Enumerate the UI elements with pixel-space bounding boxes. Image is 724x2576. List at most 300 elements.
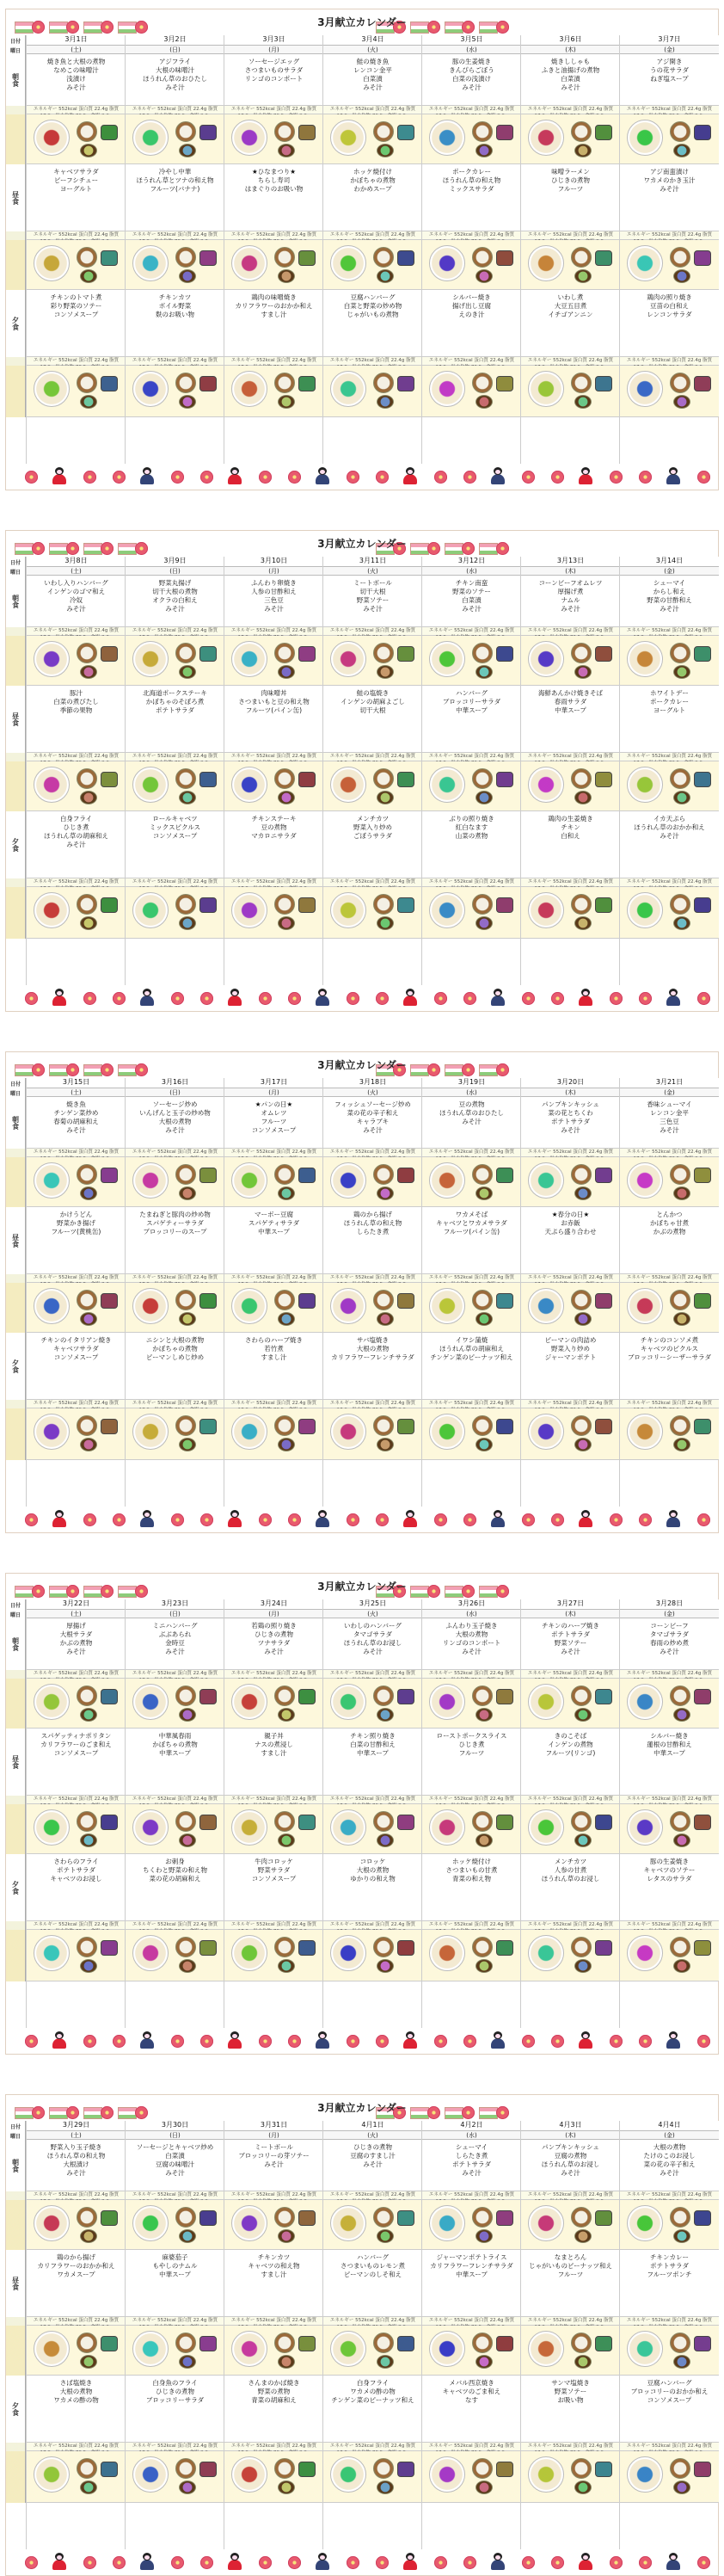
nutrition-info: エネルギー 552kcal 蛋白質 22.4g 脂質 (126, 1921, 224, 1930)
day-of-week: (金) (620, 2131, 719, 2140)
dish-plate-icon (132, 245, 169, 281)
calendar-footer (6, 2028, 718, 2054)
day-column (619, 1078, 718, 1507)
side-dish-icon (397, 250, 414, 266)
nutrition-info: エネルギー 552kcal 蛋白質 22.4g 脂質 (27, 1670, 126, 1679)
side-dish-icon (199, 2462, 217, 2477)
side-dish-icon (298, 772, 316, 787)
meal-photo (323, 761, 422, 811)
day-date: 3月13日 (521, 557, 620, 567)
meal-label-date: 日付 (6, 2121, 26, 2131)
soup-bowl-icon (278, 269, 295, 283)
dinner-menu: チキンのトマト煮 彩り野菜のソテー コンソメスープ (27, 290, 126, 357)
meal-label-l: 昼食 (6, 686, 26, 753)
dish-plate-icon (429, 120, 465, 156)
plum-blossom-icon (522, 992, 535, 1005)
meal-photo (620, 1930, 719, 1981)
side-dish-icon (298, 250, 316, 266)
soup-bowl-icon (80, 1708, 97, 1722)
meal-label-p3 (6, 887, 26, 939)
soup-bowl-icon (278, 144, 295, 157)
nutrition-info: エネルギー 552kcal 蛋白質 22.4g 脂質 (521, 753, 620, 761)
dish-plate-icon (132, 892, 169, 928)
side-dish-icon (694, 1419, 711, 1434)
side-dish-icon (694, 1940, 711, 1956)
hina-doll-icon (316, 989, 329, 1006)
nutrition-info: エネルギー 552kcal 蛋白質 22.4g 脂質 (620, 753, 719, 761)
dish-plate-icon (330, 245, 366, 281)
plum-blossom-icon (463, 992, 476, 1005)
side-dish-icon (595, 897, 612, 913)
soup-bowl-icon (673, 395, 690, 409)
dish-plate-icon (528, 1414, 564, 1450)
meal-photo (224, 2200, 323, 2250)
side-dish-icon (595, 646, 612, 662)
dish-plate-icon (231, 371, 267, 407)
dish-plate-icon (627, 1414, 663, 1450)
hina-doll-icon (52, 2553, 66, 2570)
dinner-menu: メンチカツ 野菜入り炒め ごぼうサラダ (323, 811, 422, 878)
meal-photo (323, 114, 422, 164)
lunch-menu: ★春分の日★ お赤飯 天ぷら盛り合わせ (521, 1207, 620, 1274)
meal-photo (620, 2451, 719, 2503)
nutrition-info: エネルギー 552kcal 蛋白質 22.4g 脂質 (224, 627, 323, 636)
rice-bowl-icon (77, 1164, 97, 1185)
meal-label-column (6, 1078, 26, 1507)
dish-plate-icon (528, 1684, 564, 1720)
plum-blossom-icon (639, 471, 652, 484)
breakfast-menu: ふんわり卵焼き 人参の甘酢和え 三色豆 みそ汁 (224, 576, 323, 627)
plum-blossom-icon (697, 471, 710, 484)
hina-doll-icon (316, 2031, 329, 2049)
soup-bowl-icon (278, 1708, 295, 1722)
dish-plate-icon (429, 892, 465, 928)
nutrition-info: エネルギー 552kcal 蛋白質 22.4g 脂質 (521, 1274, 620, 1283)
meal-photo (27, 1804, 126, 1854)
meal-label-date: 日付 (6, 1078, 26, 1088)
breakfast-menu: パンプキンキッシュ 豆腐の煮物 ほうれん草のお浸し みそ汁 (521, 2140, 620, 2191)
rice-bowl-icon (571, 1811, 592, 1832)
plum-blossom-icon (83, 1513, 96, 1526)
dish-plate-icon (231, 1162, 267, 1199)
plum-blossom-icon (522, 1513, 535, 1526)
rice-bowl-icon (472, 2207, 493, 2228)
rice-bowl-icon (472, 1811, 493, 1832)
day-column (125, 2121, 224, 2549)
dish-plate-icon (34, 2331, 70, 2367)
meal-label-p2 (6, 761, 26, 811)
nutrition-info: エネルギー 552kcal 蛋白質 22.4g 脂質 (323, 878, 422, 887)
side-dish-icon (595, 376, 612, 391)
dish-plate-icon (528, 120, 564, 156)
rice-bowl-icon (571, 2458, 592, 2479)
dish-plate-icon (627, 2331, 663, 2367)
side-dish-icon (397, 772, 414, 787)
soup-bowl-icon (278, 2229, 295, 2243)
side-dish-icon (496, 2210, 513, 2226)
calendar-header (6, 2095, 718, 2121)
rice-bowl-icon (670, 373, 690, 393)
dish-plate-icon (132, 1162, 169, 1199)
plum-blossom-icon (551, 471, 564, 484)
nutrition-info: エネルギー 552kcal 蛋白質 22.4g 脂質 (27, 1796, 126, 1804)
soup-bowl-icon (377, 395, 394, 409)
lunch-menu: ハンバーグ さつまいものレモン煮 ピーマンのしそ和え (323, 2250, 422, 2317)
soup-bowl-icon (574, 2480, 592, 2494)
rice-bowl-icon (472, 247, 493, 268)
side-dish-icon (101, 1689, 118, 1704)
side-dish-icon (694, 376, 711, 391)
dish-plate-icon (429, 2456, 465, 2493)
soup-bowl-icon (278, 791, 295, 804)
lunch-menu: 冷やし中華 ほうれん草とツナの和え物 フルーツ(バナナ) (126, 164, 224, 231)
soup-bowl-icon (574, 916, 592, 930)
side-dish-icon (199, 1940, 217, 1956)
dish-plate-icon (429, 1809, 465, 1846)
meal-label-l: 昼食 (6, 1207, 26, 1274)
plum-blossom-icon (463, 2035, 476, 2048)
dinner-menu: 白身魚のフライ ひじきの煮物 ブロッコリーサラダ (126, 2376, 224, 2443)
week-calendar (5, 1051, 719, 1533)
plum-blossom-icon (434, 1513, 447, 1526)
dish-plate-icon (429, 1162, 465, 1199)
meal-photo (620, 366, 719, 417)
dinner-menu: さわらのハーブ焼き 若竹煮 すまし汁 (224, 1333, 323, 1400)
soup-bowl-icon (179, 1708, 196, 1722)
soup-bowl-icon (673, 2480, 690, 2494)
soup-bowl-icon (574, 1833, 592, 1847)
rice-bowl-icon (77, 894, 97, 915)
plum-blossom-icon (463, 2556, 476, 2569)
plum-blossom-icon (434, 471, 447, 484)
rice-bowl-icon (670, 1937, 690, 1957)
meal-photo (620, 761, 719, 811)
hina-doll-icon (52, 2031, 66, 2049)
meal-photo (27, 636, 126, 686)
breakfast-menu: アジ開き うの花サラダ ねぎ塩スープ (620, 54, 719, 106)
day-date: 3月2日 (126, 35, 224, 46)
soup-bowl-icon (673, 1186, 690, 1200)
meal-photo (27, 2326, 126, 2376)
dish-plate-icon (34, 2205, 70, 2241)
rice-bowl-icon (670, 2333, 690, 2353)
side-dish-icon (298, 376, 316, 391)
rice-bowl-icon (77, 247, 97, 268)
meal-photo (224, 887, 323, 939)
side-dish-icon (199, 125, 217, 140)
side-dish-icon (397, 1419, 414, 1434)
rice-bowl-icon (373, 373, 394, 393)
day-column (322, 557, 421, 985)
meal-photo (126, 1408, 224, 1460)
breakfast-menu: ミートボール ブロッコリーの芽ソテー みそ汁 (224, 2140, 323, 2191)
plum-blossom-icon (610, 992, 623, 1005)
meal-label-p1 (6, 2200, 26, 2250)
dish-plate-icon (132, 1414, 169, 1450)
nutrition-info: エネルギー 552kcal 蛋白質 22.4g 脂質 (224, 1274, 323, 1283)
nutrition-info: エネルギー 552kcal 蛋白質 22.4g 脂質 (323, 106, 422, 114)
day-date: 3月30日 (126, 2121, 224, 2131)
side-dish-icon (397, 1940, 414, 1956)
side-dish-icon (298, 2210, 316, 2226)
hina-doll-icon (403, 1510, 417, 1527)
day-date: 3月21日 (620, 1078, 719, 1088)
plum-blossom-icon (25, 2556, 38, 2569)
day-date: 3月7日 (620, 35, 719, 46)
rice-bowl-icon (274, 121, 295, 142)
meal-photo (521, 2326, 620, 2376)
lunch-menu: 鮭の塩焼き インゲンの胡麻よごし 切干大根 (323, 686, 422, 753)
meal-label-b: 朝食 (6, 576, 26, 627)
soup-bowl-icon (476, 665, 493, 679)
dish-plate-icon (231, 120, 267, 156)
side-dish-icon (496, 1168, 513, 1183)
soup-bowl-icon (574, 1959, 592, 1973)
rice-bowl-icon (373, 1937, 394, 1957)
lunch-menu: 豚汁 白菜の煮びたし 季節の果物 (27, 686, 126, 753)
soup-bowl-icon (377, 1959, 394, 1973)
side-dish-icon (298, 1168, 316, 1183)
meal-label-n1 (6, 1149, 26, 1157)
meal-photo (422, 761, 521, 811)
day-of-week: (土) (27, 2131, 126, 2140)
day-of-week: (火) (323, 2131, 422, 2140)
soup-bowl-icon (179, 1186, 196, 1200)
lunch-menu: 中華風春雨 かぼちゃの煮物 中華スープ (126, 1729, 224, 1796)
meal-photo (323, 2326, 422, 2376)
soup-bowl-icon (80, 1438, 97, 1451)
day-column (520, 1599, 619, 2028)
plum-blossom-icon (347, 2556, 359, 2569)
dish-plate-icon (132, 120, 169, 156)
meal-photo (521, 761, 620, 811)
nutrition-info: エネルギー 552kcal 蛋白質 22.4g 脂質 (323, 1400, 422, 1408)
lunch-menu: ポークカレー ほうれん草の和え物 ミックスサラダ (422, 164, 521, 231)
lunch-menu: 味噌ラーメン ひじきの煮物 フルーツ (521, 164, 620, 231)
meal-photo (422, 636, 521, 686)
meal-photo (422, 1408, 521, 1460)
hina-doll-icon (316, 1510, 329, 1527)
hina-doll-icon (491, 989, 505, 1006)
dinner-menu: チキンステーキ 豆の煮物 マカロニサラダ (224, 811, 323, 878)
plum-blossom-icon (113, 1513, 126, 1526)
dish-plate-icon (34, 1162, 70, 1199)
nutrition-info: エネルギー 552kcal 蛋白質 22.4g 脂質 (126, 231, 224, 240)
meal-photo (323, 1408, 422, 1460)
side-dish-icon (496, 1815, 513, 1830)
rice-bowl-icon (274, 894, 295, 915)
meal-photo (323, 1930, 422, 1981)
nutrition-info: エネルギー 552kcal 蛋白質 22.4g 脂質 (224, 878, 323, 887)
plum-blossom-icon (288, 992, 301, 1005)
dish-plate-icon (34, 245, 70, 281)
plum-blossom-icon (259, 1513, 272, 1526)
day-column (421, 557, 520, 985)
dish-plate-icon (231, 1809, 267, 1846)
nutrition-info: エネルギー 552kcal 蛋白質 22.4g 脂質 (422, 627, 521, 636)
rice-bowl-icon (670, 1164, 690, 1185)
nutrition-info: エネルギー 552kcal 蛋白質 22.4g 脂質 (224, 1796, 323, 1804)
breakfast-menu: いわし入りハンバーグ インゲンのゴマ和え 冷奴 みそ汁 (27, 576, 126, 627)
nutrition-info: エネルギー 552kcal 蛋白質 22.4g 脂質 (323, 1670, 422, 1679)
rice-bowl-icon (670, 1685, 690, 1706)
lunch-menu: ローストポークスライス ひじき煮 フルーツ (422, 1729, 521, 1796)
rice-bowl-icon (571, 2333, 592, 2353)
soup-bowl-icon (278, 916, 295, 930)
soup-bowl-icon (377, 2480, 394, 2494)
meal-photo (224, 1157, 323, 1207)
meal-photo (323, 1804, 422, 1854)
soup-bowl-icon (476, 1708, 493, 1722)
soup-bowl-icon (574, 665, 592, 679)
soup-bowl-icon (80, 1833, 97, 1847)
day-column (322, 2121, 421, 2549)
meal-label-d: 夕食 (6, 2376, 26, 2443)
dinner-menu: チキンのイタリアン焼き キャベツサラダ コンソメスープ (27, 1333, 126, 1400)
day-date: 4月3日 (521, 2121, 620, 2131)
dinner-menu: イワシ蒲焼 ほうれん草の胡麻和え チンゲン菜のピーナッツ和え (422, 1333, 521, 1400)
soup-bowl-icon (179, 395, 196, 409)
soup-bowl-icon (574, 269, 592, 283)
hina-doll-icon (316, 467, 329, 484)
meal-photo (126, 114, 224, 164)
rice-bowl-icon (373, 894, 394, 915)
breakfast-menu: 豚の生姜焼き きんぴらごぼう 白菜の浅漬け みそ汁 (422, 54, 521, 106)
dinner-menu: ピーマンの肉詰め 野菜入り炒め ジャーマンポテト (521, 1333, 620, 1400)
meal-label-n1 (6, 2191, 26, 2200)
meal-photo (224, 2451, 323, 2503)
plum-blossom-icon (697, 2035, 710, 2048)
soup-bowl-icon (179, 2355, 196, 2369)
meal-photo (126, 2200, 224, 2250)
meal-photo (521, 887, 620, 939)
rice-bowl-icon (274, 373, 295, 393)
rice-bowl-icon (77, 2207, 97, 2228)
dinner-menu: 鶏肉の生姜焼き チキン 白和え (521, 811, 620, 878)
dish-plate-icon (429, 1414, 465, 1450)
rice-bowl-icon (373, 2333, 394, 2353)
meal-photo (323, 240, 422, 290)
rice-bowl-icon (274, 1164, 295, 1185)
calendar-footer (6, 1507, 718, 1532)
soup-bowl-icon (377, 1186, 394, 1200)
plum-blossom-icon (639, 2035, 652, 2048)
day-date: 3月14日 (620, 557, 719, 567)
lunch-menu: 麻婆茄子 もやしのナムル 中華スープ (126, 2250, 224, 2317)
meal-photo (27, 887, 126, 939)
day-date: 3月6日 (521, 35, 620, 46)
breakfast-menu: 大根の煮物 たけのこのお浸し 菜の花の辛子和え みそ汁 (620, 2140, 719, 2191)
plum-blossom-icon (259, 2035, 272, 2048)
plum-blossom-icon (171, 471, 184, 484)
nutrition-info: エネルギー 552kcal 蛋白質 22.4g 脂質 (521, 1149, 620, 1157)
soup-bowl-icon (673, 144, 690, 157)
dish-plate-icon (231, 2205, 267, 2241)
nutrition-info: エネルギー 552kcal 蛋白質 22.4g 脂質 (126, 1149, 224, 1157)
side-dish-icon (101, 1940, 118, 1956)
meal-label-p2 (6, 1804, 26, 1854)
lunch-menu: 肉味噌丼 さつまいもと豆の和え物 フルーツ(パイン缶) (224, 686, 323, 753)
nutrition-info: エネルギー 552kcal 蛋白質 22.4g 脂質 (126, 106, 224, 114)
soup-bowl-icon (574, 1186, 592, 1200)
plum-blossom-icon (639, 992, 652, 1005)
meal-photo (521, 1679, 620, 1729)
nutrition-info: エネルギー 552kcal 蛋白質 22.4g 脂質 (521, 2317, 620, 2326)
dish-plate-icon (627, 1809, 663, 1846)
dinner-menu: メバル西京焼き キャベツのごま和え なす (422, 2376, 521, 2443)
plum-blossom-icon (113, 992, 126, 1005)
day-column (421, 1078, 520, 1507)
rice-bowl-icon (472, 121, 493, 142)
rice-bowl-icon (472, 2458, 493, 2479)
nutrition-info: エネルギー 552kcal 蛋白質 22.4g 脂質 (126, 357, 224, 366)
side-dish-icon (595, 1419, 612, 1434)
rice-bowl-icon (77, 2333, 97, 2353)
day-of-week: (火) (323, 1088, 422, 1097)
rice-bowl-icon (274, 2207, 295, 2228)
nutrition-info: エネルギー 552kcal 蛋白質 22.4g 脂質 (224, 1149, 323, 1157)
rice-bowl-icon (274, 1415, 295, 1436)
dish-plate-icon (330, 2456, 366, 2493)
nutrition-info: エネルギー 552kcal 蛋白質 22.4g 脂質 (126, 1274, 224, 1283)
plum-blossom-icon (434, 2035, 447, 2048)
rice-bowl-icon (472, 1937, 493, 1957)
soup-bowl-icon (80, 2355, 97, 2369)
meal-photo (323, 887, 422, 939)
meal-label-p3 (6, 366, 26, 417)
plum-blossom-icon (347, 471, 359, 484)
lunch-menu: マーボー豆腐 スパゲティサラダ 中華スープ (224, 1207, 323, 1274)
lunch-menu: キャベツサラダ ビーフシチュー ヨーグルト (27, 164, 126, 231)
soup-bowl-icon (80, 395, 97, 409)
lunch-menu: ホワイトデー ポークカレー ヨーグルト (620, 686, 719, 753)
side-dish-icon (199, 1689, 217, 1704)
meal-label-column (6, 35, 26, 464)
day-date: 3月23日 (126, 1599, 224, 1610)
meal-photo (27, 761, 126, 811)
rice-bowl-icon (472, 1685, 493, 1706)
meal-photo (422, 1930, 521, 1981)
meal-photo (521, 240, 620, 290)
nutrition-info: エネルギー 552kcal 蛋白質 22.4g 脂質 (422, 2443, 521, 2451)
plum-blossom-icon (259, 471, 272, 484)
day-column (26, 35, 125, 464)
dinner-menu: さわらのフライ ポテトサラダ キャベツのお浸し (27, 1854, 126, 1921)
day-column (125, 1078, 224, 1507)
side-dish-icon (199, 2210, 217, 2226)
meal-photo (224, 1283, 323, 1333)
dish-plate-icon (34, 2456, 70, 2493)
hina-doll-icon (666, 1510, 680, 1527)
side-dish-icon (199, 897, 217, 913)
soup-bowl-icon (673, 1438, 690, 1451)
day-date: 3月1日 (27, 35, 126, 46)
meal-photo (224, 114, 323, 164)
nutrition-info: エネルギー 552kcal 蛋白質 22.4g 脂質 (126, 1400, 224, 1408)
meal-photo (27, 1930, 126, 1981)
meal-photo (620, 1408, 719, 1460)
lunch-menu: かけうどん 野菜かき揚げ フルーツ(黄桃缶) (27, 1207, 126, 1274)
side-dish-icon (595, 1293, 612, 1309)
rice-bowl-icon (373, 1164, 394, 1185)
meal-photo (126, 1283, 224, 1333)
day-of-week: (水) (422, 2131, 521, 2140)
lunch-menu: 鶏のから揚げ カリフラワーのおかか和え ワカメスープ (27, 2250, 126, 2317)
dinner-menu: 豆腐ハンバーグ 白菜と野菜の炒め物 じゃがいもの煮物 (323, 290, 422, 357)
lunch-menu: チキンカレー ポテトサラダ フルーツポンチ (620, 2250, 719, 2317)
meal-photo (323, 1679, 422, 1729)
plum-blossom-icon (171, 1513, 184, 1526)
